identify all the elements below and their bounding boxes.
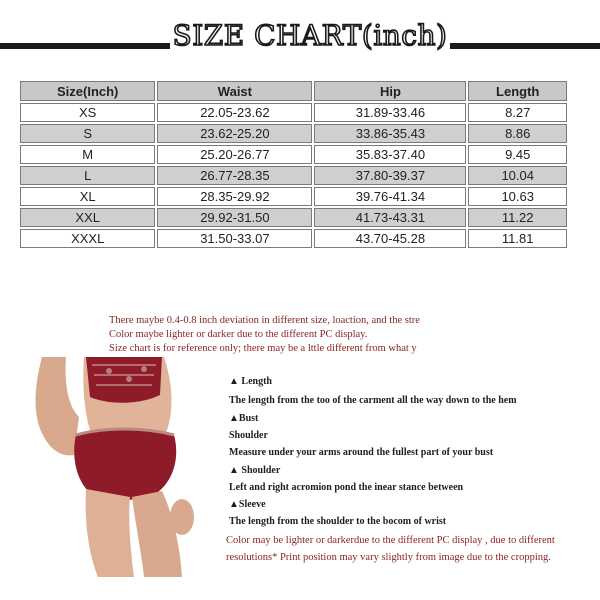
table-cell: XXXL xyxy=(20,229,155,248)
table-row xyxy=(20,145,567,164)
table-cell: 33.86-35.43 xyxy=(314,124,466,143)
bust-description: Measure under your arms around the fullest part of your bust xyxy=(229,447,494,458)
table-cell: 43.70-45.28 xyxy=(314,229,466,248)
table-cell: 23.62-25.20 xyxy=(157,124,312,143)
table-header-row xyxy=(20,81,567,101)
shoulder-label: Shoulder xyxy=(229,430,268,441)
table-row xyxy=(20,229,567,248)
table-cell: XL xyxy=(20,187,155,206)
table-header: Length xyxy=(468,81,567,101)
table-cell: 39.76-41.34 xyxy=(314,187,466,206)
table-row xyxy=(20,187,567,206)
table-cell: 8.27 xyxy=(468,103,567,122)
model-photo xyxy=(24,357,206,577)
deviation-note: There maybe 0.4-0.8 inch deviation in different size, loaction, and the stre xyxy=(109,315,420,326)
table-cell: 8.86 xyxy=(468,124,567,143)
table-cell: 11.81 xyxy=(468,229,567,248)
table-cell: XXL xyxy=(20,208,155,227)
table-cell: 9.45 xyxy=(468,145,567,164)
table-cell: 31.50-33.07 xyxy=(157,229,312,248)
table-cell: XS xyxy=(20,103,155,122)
table-header: Hip xyxy=(314,81,466,101)
table-header: Size(Inch) xyxy=(20,81,155,101)
table-cell: 28.35-29.92 xyxy=(157,187,312,206)
size-chart-table xyxy=(18,79,569,250)
table-header: Waist xyxy=(157,81,312,101)
reference-note: Size chart is for reference only; there may be a lttle different from what y xyxy=(109,343,417,354)
display-note: Color may be lighter or darkerdue to the different PC display , due to different xyxy=(226,535,555,546)
table-row xyxy=(20,124,567,143)
table-cell: 37.80-39.37 xyxy=(314,166,466,185)
table-cell: 31.89-33.46 xyxy=(314,103,466,122)
color-note: Color maybe lighter or darker due to the different PC display. xyxy=(109,329,368,340)
table-cell: 41.73-43.31 xyxy=(314,208,466,227)
table-cell: 26.77-28.35 xyxy=(157,166,312,185)
sleeve-heading: ▲Sleeve xyxy=(229,499,266,510)
table-row xyxy=(20,166,567,185)
print-note: resolutions* Print position may vary slightly from image due to the cropping. xyxy=(226,552,551,563)
table-cell: 10.63 xyxy=(468,187,567,206)
table-cell: 35.83-37.40 xyxy=(314,145,466,164)
bust-heading: ▲Bust xyxy=(229,413,259,424)
page-title: SIZE CHART(inch) xyxy=(170,16,450,56)
shoulder-heading: ▲ Shoulder xyxy=(229,465,281,476)
table-cell: M xyxy=(20,145,155,164)
table-cell: S xyxy=(20,124,155,143)
table-cell: 25.20-26.77 xyxy=(157,145,312,164)
length-heading: ▲ Length xyxy=(229,376,272,387)
table-cell: 10.04 xyxy=(468,166,567,185)
table-cell: L xyxy=(20,166,155,185)
sleeve-description: The length from the shoulder to the bocom of wrist xyxy=(229,516,447,527)
shoulder-description: Left and right acromion pond the inear stance between xyxy=(229,482,464,493)
table-row xyxy=(20,103,567,122)
table-cell: 11.22 xyxy=(468,208,567,227)
table-cell: 22.05-23.62 xyxy=(157,103,312,122)
length-description: The length from the too of the carment all the way down to the hem xyxy=(229,395,517,406)
table-row xyxy=(20,208,567,227)
table-cell: 29.92-31.50 xyxy=(157,208,312,227)
